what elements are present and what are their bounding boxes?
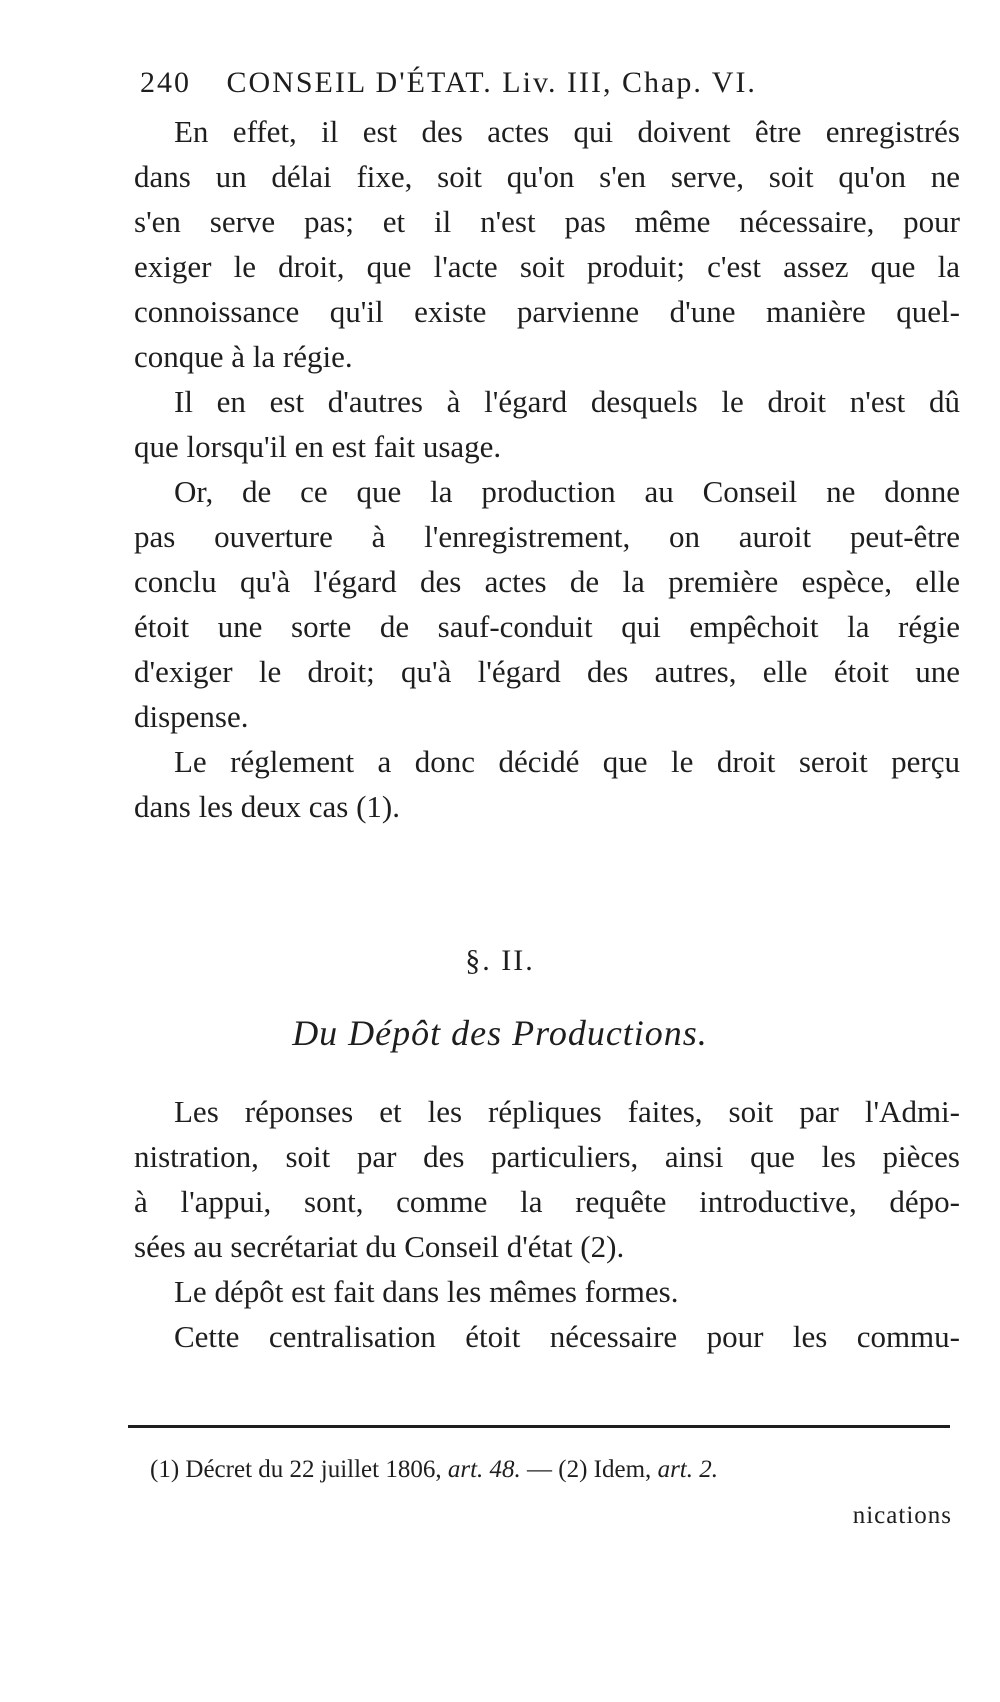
section-title: Du Dépôt des Productions. — [292, 1013, 708, 1053]
para3-line-6: dispense. — [134, 699, 249, 734]
para7-line-1: Cette centralisation étoit nécessaire pour les commu- — [174, 1319, 960, 1354]
para1-line-4: exiger le droit, que l'acte soit produit; c'est assez que la — [134, 249, 960, 284]
para2-line-1: Il en est d'autres à l'égard desquels le droit n'est dû — [174, 384, 960, 419]
para4-line-2: dans les deux cas (1). — [134, 789, 400, 824]
para3-line-4: étoit une sorte de sauf-conduit qui empêchoit la régie — [134, 609, 960, 644]
footnote-rule — [128, 1425, 950, 1428]
para5-line-4: sées au secrétariat du Conseil d'état (2). — [134, 1229, 625, 1264]
running-title: CONSEIL D'ÉTAT. Liv. III, Chap. VI. — [226, 66, 757, 99]
para4-line-1: Le réglement a donc décidé que le droit seroit perçu — [174, 744, 960, 779]
para1-line-6: conque à la régie. — [134, 339, 353, 374]
para5-line-1: Les réponses et les répliques faites, soit par l'Admi- — [174, 1094, 960, 1129]
para1-line-1: En effet, il est des actes qui doivent être enregistrés — [174, 114, 960, 149]
page-number: 240 — [140, 66, 191, 99]
para3-line-2: pas ouverture à l'enregistrement, on auroit peut-être — [134, 519, 960, 554]
footnote-1-text: (1) Décret du 22 juillet 1806, — [150, 1456, 442, 1483]
running-header — [140, 66, 900, 100]
para2-line-2: que lorsqu'il en est fait usage. — [134, 429, 502, 464]
para1-line-2: dans un délai fixe, soit qu'on s'en serve, soit qu'on ne — [134, 159, 960, 194]
para6-line-1: Le dépôt est fait dans les mêmes formes. — [174, 1274, 679, 1309]
section-number: §. II. — [465, 944, 535, 977]
para1-line-5: connoissance qu'il existe parvienne d'une manière quel- — [134, 294, 960, 329]
para5-line-2: nistration, soit par des particuliers, ainsi que les pièces — [134, 1139, 960, 1174]
para3-line-3: conclu qu'à l'égard des actes de la première espèce, elle — [134, 564, 960, 599]
footnotes — [150, 1456, 718, 1484]
para3-line-1: Or, de ce que la production au Conseil ne donne — [174, 474, 960, 509]
catchword: nications — [852, 1502, 952, 1529]
footnote-1-ref: art. 48. — [447, 1456, 521, 1483]
footnote-2-text: (2) Idem, — [558, 1456, 652, 1483]
para3-line-5: d'exiger le droit; qu'à l'égard des autres, elle étoit une — [134, 654, 960, 689]
footnote-2-ref: art. 2. — [657, 1456, 718, 1483]
para1-line-3: s'en serve pas; et il n'est pas même nécessaire, pour — [134, 204, 960, 239]
para5-line-3: à l'appui, sont, comme la requête introductive, dépo- — [134, 1184, 960, 1219]
footnote-separator: — — [527, 1456, 553, 1483]
